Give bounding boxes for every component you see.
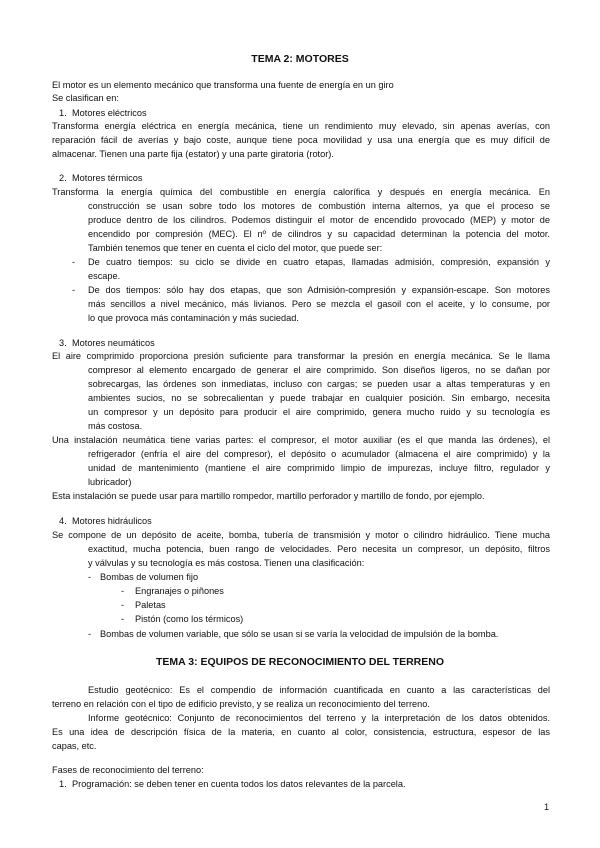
s4-bullet-1-dash: - <box>88 572 92 582</box>
tema3-p2-line-3: capas, etc. <box>52 741 97 751</box>
tema3-p2-line-2: Es una idea de descripción física de la materia, en cuanto al color, consistencia, estructura, espesor de las <box>52 727 550 737</box>
s4-bullet-1: Bombas de volumen fijo <box>100 572 199 582</box>
s1-heading: Motores eléctricos <box>72 108 147 118</box>
s2-line-2: produce dentro de los cilindros. Podemos distinguir el motor de encendido provocado (MEP) y motor de <box>88 215 550 225</box>
intro-line-2: Se clasifican en: <box>52 93 119 103</box>
s4-sub-3-dash: - <box>121 614 125 624</box>
s2-bullet-1-dash: - <box>72 257 76 267</box>
s4-sub-1: Engranajes o piñones <box>135 586 224 596</box>
s2-bullet-2-dash: - <box>72 285 76 295</box>
s3-heading: Motores neumáticos <box>72 338 155 348</box>
s1-line-3: almacenar. Tienen una parte fija (estator) y una parte giratoria (rotor). <box>52 149 334 159</box>
s1-line-1: Transforma energía eléctrica en energía mecánica, tiene un rendimiento muy elevado, sin apenas averías, con <box>52 121 550 131</box>
s2-line-3: encendido por compresión (MEC). El nº de cilindros y su capacidad determinan la potencia del motor. <box>88 229 550 239</box>
tema3-title: TEMA 3: EQUIPOS DE RECONOCIMIENTO DEL TERRENO <box>155 656 444 668</box>
s3-number: 3. <box>59 338 67 348</box>
s3-line-5: más costosa. <box>88 421 143 431</box>
s4-bullet-2-dash: - <box>88 629 92 639</box>
s3-line-3: ambientes sucios, no se sobrecalientan y puede trabajar en cualquier posición. Sin embargo, necesita <box>88 393 550 403</box>
s2-bullet-1-line-1: De cuatro tiempos: su ciclo se divide en cuatro etapas, llamadas admisión, compresión, expansión y <box>88 257 550 267</box>
s3-line-4: un compresor y un depósito para producir el aire comprimido, genera mucho ruido y su tecnología es <box>88 407 550 417</box>
s3-line-2: sobrecargas, las órdenes son inmediatas, incluso con cargas; se pueden usar a altas temperaturas y en <box>88 379 550 389</box>
s4-first-line: Se compone de un depósito de aceite, bomba, tubería de transmisión y motor o cilindro hidráulico. Tiene mucha <box>52 530 550 540</box>
s3-last-line: Esta instalación se puede usar para martillo rompedor, martillo perforador y martillo de fondo, por ejemplo. <box>52 491 485 501</box>
fases-item-1: Programación: se deben tener en cuenta todos los datos relevantes de la parcela. <box>72 779 406 789</box>
s4-line-2: y válvulas y su tecnología es más costosa. Tienen una clasificación: <box>88 558 365 568</box>
s3-line2-2: unidad de mantenimiento (mantiene el aire comprimido limpio de impurezas, incluye filtro, regulador y <box>88 463 550 473</box>
s2-bullet-2-line-2: más sencillos a nivel mecánico, más livianos. Pero se mezcla el gasoil con el aceite, y lo consume, por <box>88 299 550 309</box>
s2-first-line: Transforma la energía química del combustible en energía calorífica y después en energía mecánica. En <box>52 187 550 197</box>
s4-sub-2-dash: - <box>121 600 125 610</box>
s2-bullet-1-line-2: escape. <box>88 271 121 281</box>
s3-line2-3: lubricador) <box>88 477 132 487</box>
s2-bullet-2-line-1: De dos tiempos: sólo hay dos etapas, que son Admisión-compresión y expansión-escape. Son motores <box>88 285 550 295</box>
fases-heading: Fases de reconocimiento del terreno: <box>52 765 204 775</box>
s2-line-1: construcción se usan sobre todo los motores de combustión interna alternos, ya que el proceso se <box>88 201 550 211</box>
intro-line-1: El motor es un elemento mecánico que transforma una fuente de energía en un giro <box>52 80 394 90</box>
s3-first2-line: Una instalación neumática tiene varias partes: el compresor, el motor auxiliar (es el que manda las órdenes), el <box>52 435 550 445</box>
s4-number: 4. <box>59 516 67 526</box>
s1-number: 1. <box>59 108 67 118</box>
s2-number: 2. <box>59 173 67 183</box>
tema2-title: TEMA 2: MOTORES <box>251 53 349 65</box>
tema3-p1-line-1: Estudio geotécnico: Es el compendio de información cuantificada en cuanto a las características del <box>88 685 550 695</box>
s2-line-4: También tenemos que tener en cuenta el ciclo del motor, que puede ser: <box>88 243 383 253</box>
tema3-p1-line-2: terreno en relación con el tipo de edificio previsto, y se realiza un reconocimiento del terreno. <box>52 699 430 709</box>
s4-sub-3: Pistón (como los térmicos) <box>135 614 244 624</box>
s4-line-1: exactitud, mucha potencia, buen rango de velocidades. Pero necesita un compresor, un depósito, filtros <box>88 544 550 554</box>
s4-sub-1-dash: - <box>121 586 125 596</box>
s4-bullet-2: Bombas de volumen variable, que sólo se usan si se varía la velocidad de impulsión de la bomba. <box>100 629 499 639</box>
page-number: 1 <box>544 802 550 812</box>
s2-heading: Motores térmicos <box>72 173 143 183</box>
s3-first-line: El aire comprimido proporciona presión suficiente para transformar la presión en energía mecánica. Se le llama <box>52 351 550 361</box>
fases-item-1-number: 1. <box>59 779 67 789</box>
s3-line2-1: refrigerador (enfría el aire del compresor), el depósito o acumulador (almacena el aire comprimido) y la <box>88 449 550 459</box>
s2-bullet-2-line-3: lo que provoca más contaminación y más suciedad. <box>88 313 299 323</box>
s1-line-2: reparación fácil de averías y bajo coste, aunque tiene poca movilidad y usa una energía que es muy difícil de <box>52 135 550 145</box>
tema3-p2-line-1: Informe geotécnico: Conjunto de reconocimientos del terreno y la interpretación de los datos obtenidos. <box>88 713 550 723</box>
s4-sub-2: Paletas <box>135 600 166 610</box>
s3-line-1: compresor al elemento encargado de generar el aire comprimido. Son diseños ligeros, no se dañan por <box>88 365 550 375</box>
s4-heading: Motores hidráulicos <box>72 516 152 526</box>
